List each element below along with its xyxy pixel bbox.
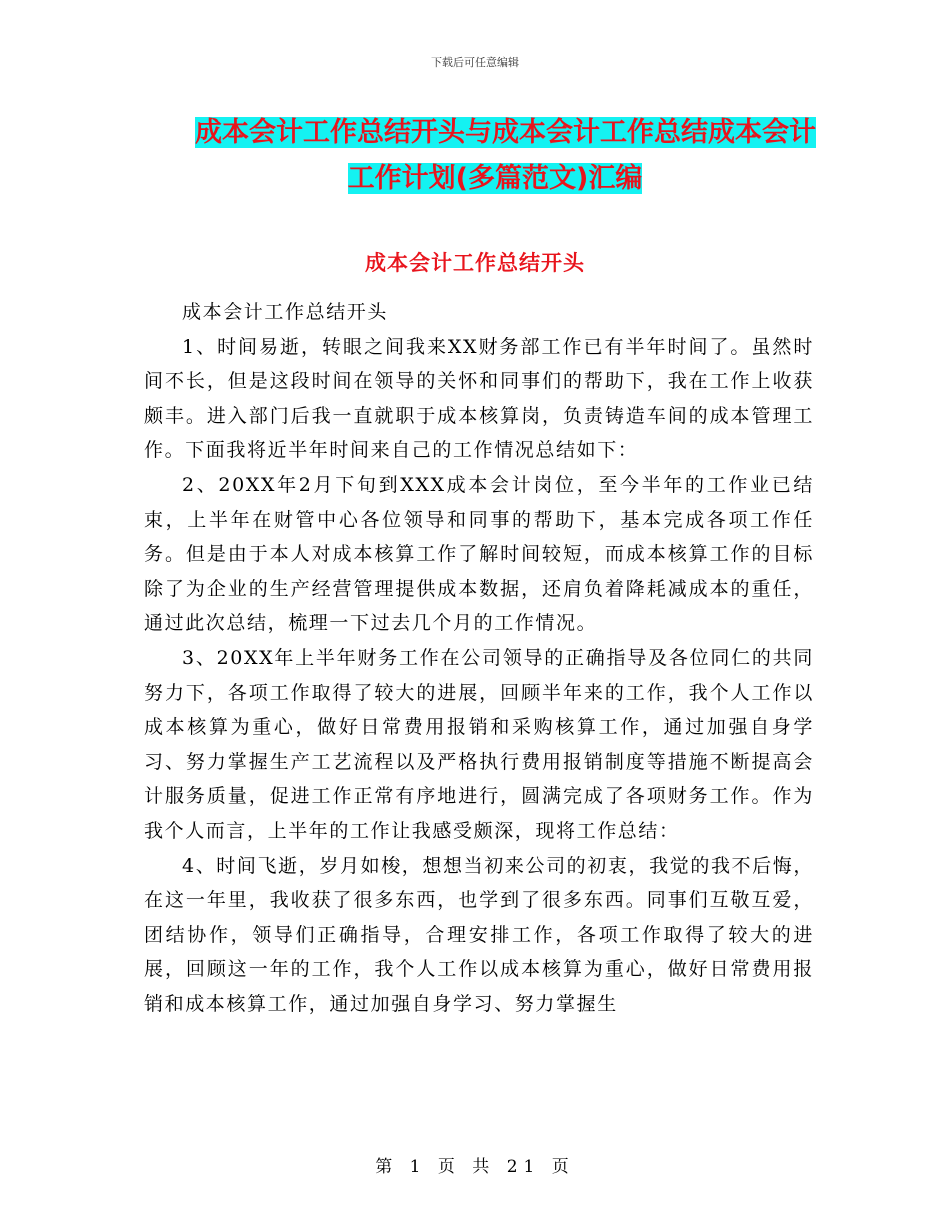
page-number-footer: 第 1 页 共 21 页 [375, 1157, 575, 1177]
paragraph-1: 1、时间易逝，转眼之间我来XX财务部工作已有半年时间了。虽然时间不长，但是这段时间在领导的关怀和同事们的帮助下，我在工作上收获颇丰。进入部门后我一直就职于成本核算岗，负责铸造车间的成本管理工作。下面我将近半年时间来自己的工作情况总结如下： [144, 335, 814, 462]
title-highlight-1: 成本会计工作总结开头与成本会计工作总结成本会计 [195, 117, 816, 148]
paragraph-2: 2、20XX年2月下旬到XXX成本会计岗位，至今半年的工作业已结束，上半年在财管中心各位领导和同事的帮助下，基本完成各项工作任务。但是由于本人对成本核算工作了解时间较短，而成本核算工作的目标除了为企业的生产经营管理提供成本数据，还肩负着降耗减成本的重任，通过此次总结，梳理一下过去几个月的工作情况。 [144, 473, 814, 635]
paragraph-3: 3、20XX年上半年财务工作在公司领导的正确指导及各位同仁的共同努力下，各项工作取得了较大的进展，回顾半年来的工作，我个人工作以成本核算为重心，做好日常费用报销和采购核算工作，通过加强自身学习、努力掌握生产工艺流程以及严格执行费用报销制度等措施不断提高会计服务质量，促进工作正常有序地进行，圆满完成了各项财务工作。作为我个人而言，上半年的工作让我感受颇深，现将工作总结： [144, 646, 814, 842]
document-title-line-2 [150, 156, 840, 202]
paragraph-intro: 成本会计工作总结开头 [182, 301, 389, 323]
title-highlight-2: 工作计划(多篇范文)汇编 [347, 163, 643, 194]
section-title: 成本会计工作总结开头 [365, 251, 585, 275]
document-title [150, 110, 840, 202]
page-header-note: 下载后可任意编辑 [431, 56, 519, 69]
document-body [144, 295, 814, 1021]
document-title-line-1 [150, 110, 840, 156]
paragraph-4: 4、时间飞逝，岁月如梭，想想当初来公司的初衷，我觉的我不后悔，在这一年里，我收获了很多东西，也学到了很多东西。同事们互敬互爱，团结协作，领导们正确指导，合理安排工作，各项工作取得了较大的进展，回顾这一年的工作，我个人工作以成本核算为重心，做好日常费用报销和成本核算工作，通过加强自身学习、努力掌握生 [144, 854, 814, 1015]
